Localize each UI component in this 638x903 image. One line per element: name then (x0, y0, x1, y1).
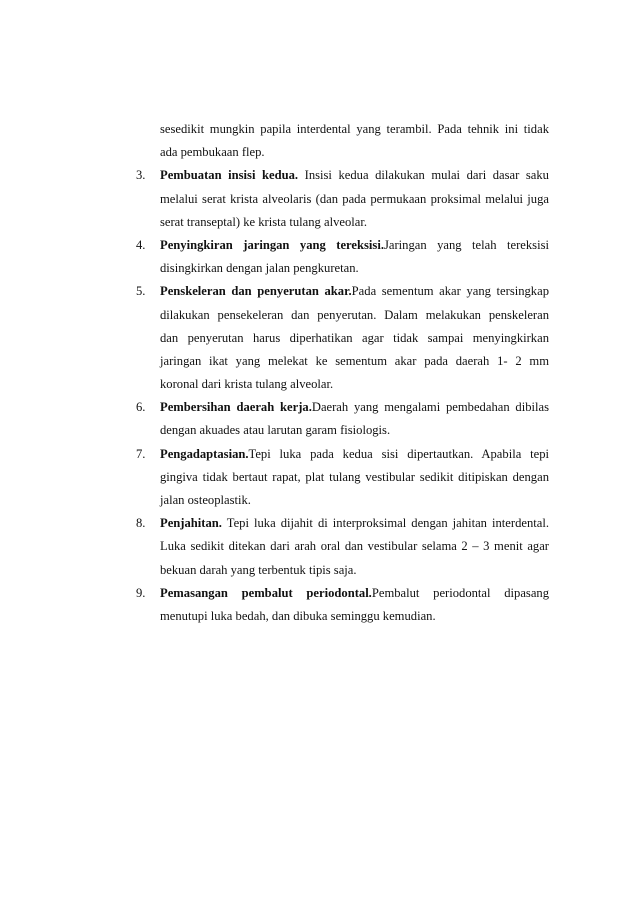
list-item (136, 164, 549, 234)
list-item-line: dilakukan pensekeleran dan penyerutan. Dalam melakukan penskeleran (160, 307, 549, 322)
list-item-number: 3. (136, 168, 146, 183)
list-item-number: 5. (136, 284, 146, 299)
list-item-first-line (136, 280, 549, 303)
list-item-text: Tepi luka pada kedua sisi dipertautkan. Apabila tepi (248, 446, 549, 461)
document-body (136, 118, 549, 628)
list-item-number: 8. (136, 516, 146, 531)
list-item (136, 280, 549, 396)
list-item-line: jaringan ikat yang melekat ke sementum akar pada daerah 1- 2 mm (160, 353, 549, 368)
list-item-first-line (136, 582, 549, 605)
list-item (136, 582, 549, 628)
list-item-line: dengan akuades atau larutan garam fisiologis. (160, 423, 391, 438)
list-item (136, 443, 549, 513)
list-item-number: 6. (136, 400, 146, 415)
list-item-title: Pemasangan pembalut periodontal. (160, 585, 372, 600)
list-item-line: koronal dari krista tulang alveolar. (160, 377, 334, 392)
list-item-line: melalui serat krista alveolaris (dan pada permukaan proksimal melalui juga (160, 191, 549, 206)
list-item-text: Daerah yang mengalami pembedahan dibilas (311, 400, 549, 415)
list-item-title: Penskeleran dan penyerutan akar. (160, 284, 352, 299)
list-item-first-line (136, 164, 549, 187)
list-item-line: Luka sedikit ditekan dari arah oral dan vestibular selama 2 – 3 menit agar (160, 539, 549, 554)
list-item-text: Jaringan yang telah tereksisi (383, 237, 549, 252)
list-item (136, 234, 549, 280)
list-item (136, 396, 549, 442)
intro-line: ada pembukaan flep. (160, 145, 265, 160)
list-item-title: Penjahitan. (160, 516, 222, 531)
list-item-first-line (136, 234, 549, 257)
list-item-number: 9. (136, 585, 146, 600)
list-item-line: jalan osteoplastik. (160, 493, 251, 507)
list-item-text: Pada sementum akar yang tersingkap (351, 284, 549, 299)
list-item-title: Pembuatan insisi kedua. (160, 168, 299, 183)
list-item-number: 4. (136, 237, 146, 252)
list-item-line: bekuan darah yang terbentuk tipis saja. (160, 562, 357, 577)
list-item-number: 7. (136, 446, 146, 461)
list-item-text: Insisi kedua dilakukan mulai dari dasar saku (298, 168, 549, 183)
list-item-title: Pembersihan daerah kerja. (160, 400, 312, 415)
list-item-line: disingkirkan dengan jalan pengkuretan. (160, 261, 359, 276)
list-item-first-line (136, 443, 549, 466)
list-item-text: Pembalut periodontal dipasang (371, 585, 549, 600)
list-item-line: menutupi luka bedah, dan dibuka seminggu kemudian. (160, 608, 436, 623)
intro-line: sesedikit mungkin papila interdental yang terambil. Pada tehnik ini tidak (160, 122, 549, 136)
list-item-title: Penyingkiran jaringan yang tereksisi. (160, 237, 384, 252)
list-item-first-line (136, 512, 549, 535)
list-item-title: Pengadaptasian. (160, 446, 249, 461)
list-item-text: Tepi luka dijahit di interproksimal dengan jahitan interdental. (221, 516, 549, 531)
list-item-first-line (136, 396, 549, 419)
list-item-line: dan penyerutan harus diperhatikan agar tidak sampai menyingkirkan (160, 330, 549, 345)
list-item-line: serat transeptal) ke krista tulang alveolar. (160, 214, 368, 229)
list-item-line: gingiva tidak bertaut rapat, plat tulang vestibular sedikit ditipiskan dengan (160, 469, 549, 484)
list-item (136, 512, 549, 582)
